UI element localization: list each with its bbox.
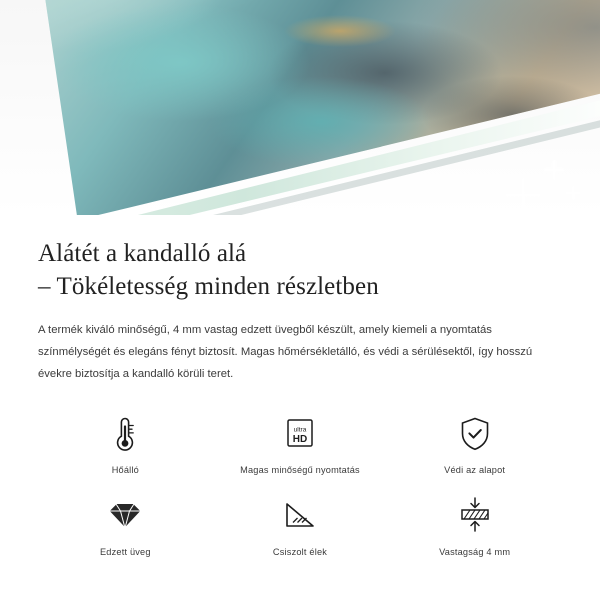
svg-text:ultra: ultra — [293, 426, 307, 434]
headline-line-2: – Tökéletesség minden részletben — [38, 273, 379, 300]
feature-label: Csiszolt élek — [272, 547, 328, 558]
feature-label: Magas minőségű nyomtatás — [240, 465, 360, 476]
feature-label: Hőálló — [111, 465, 139, 476]
feature-item-thickness — [387, 491, 562, 557]
feature-grid — [38, 409, 562, 557]
feature-label: Védi az alapot — [444, 465, 506, 476]
feature-label: Vastagság 4 mm — [439, 547, 511, 558]
ultra-hd-icon — [274, 409, 326, 459]
hero-image — [0, 0, 600, 215]
thickness-arrows-icon — [449, 491, 501, 541]
feature-item-polished-edges — [213, 491, 388, 557]
diamond-icon — [99, 491, 151, 541]
feature-item-heat-resistant — [38, 409, 213, 475]
headline-line-1: Alátét a kandalló alá — [38, 240, 247, 267]
page-title — [38, 237, 562, 303]
description-paragraph: A termék kiváló minőségű, 4 mm vastag edzett üvegből készült, amely kiemeli a nyomtatás színmélységét és elegáns fényt biztosít. Magas hőmérsékletálló, és védi a sérülésektől, így hosszú évekre biztosítja a kandalló körüli teret. — [38, 324, 533, 381]
thermometer-icon — [99, 409, 151, 459]
feature-item-protects-surface — [387, 409, 562, 475]
feature-label: Edzett üveg — [99, 547, 151, 558]
feature-item-tempered-glass — [38, 491, 213, 557]
polished-edges-icon — [274, 491, 326, 541]
shield-check-icon — [449, 409, 501, 459]
content-area — [0, 237, 600, 557]
svg-text:HD: HD — [292, 434, 308, 446]
feature-item-print-quality — [213, 409, 388, 475]
